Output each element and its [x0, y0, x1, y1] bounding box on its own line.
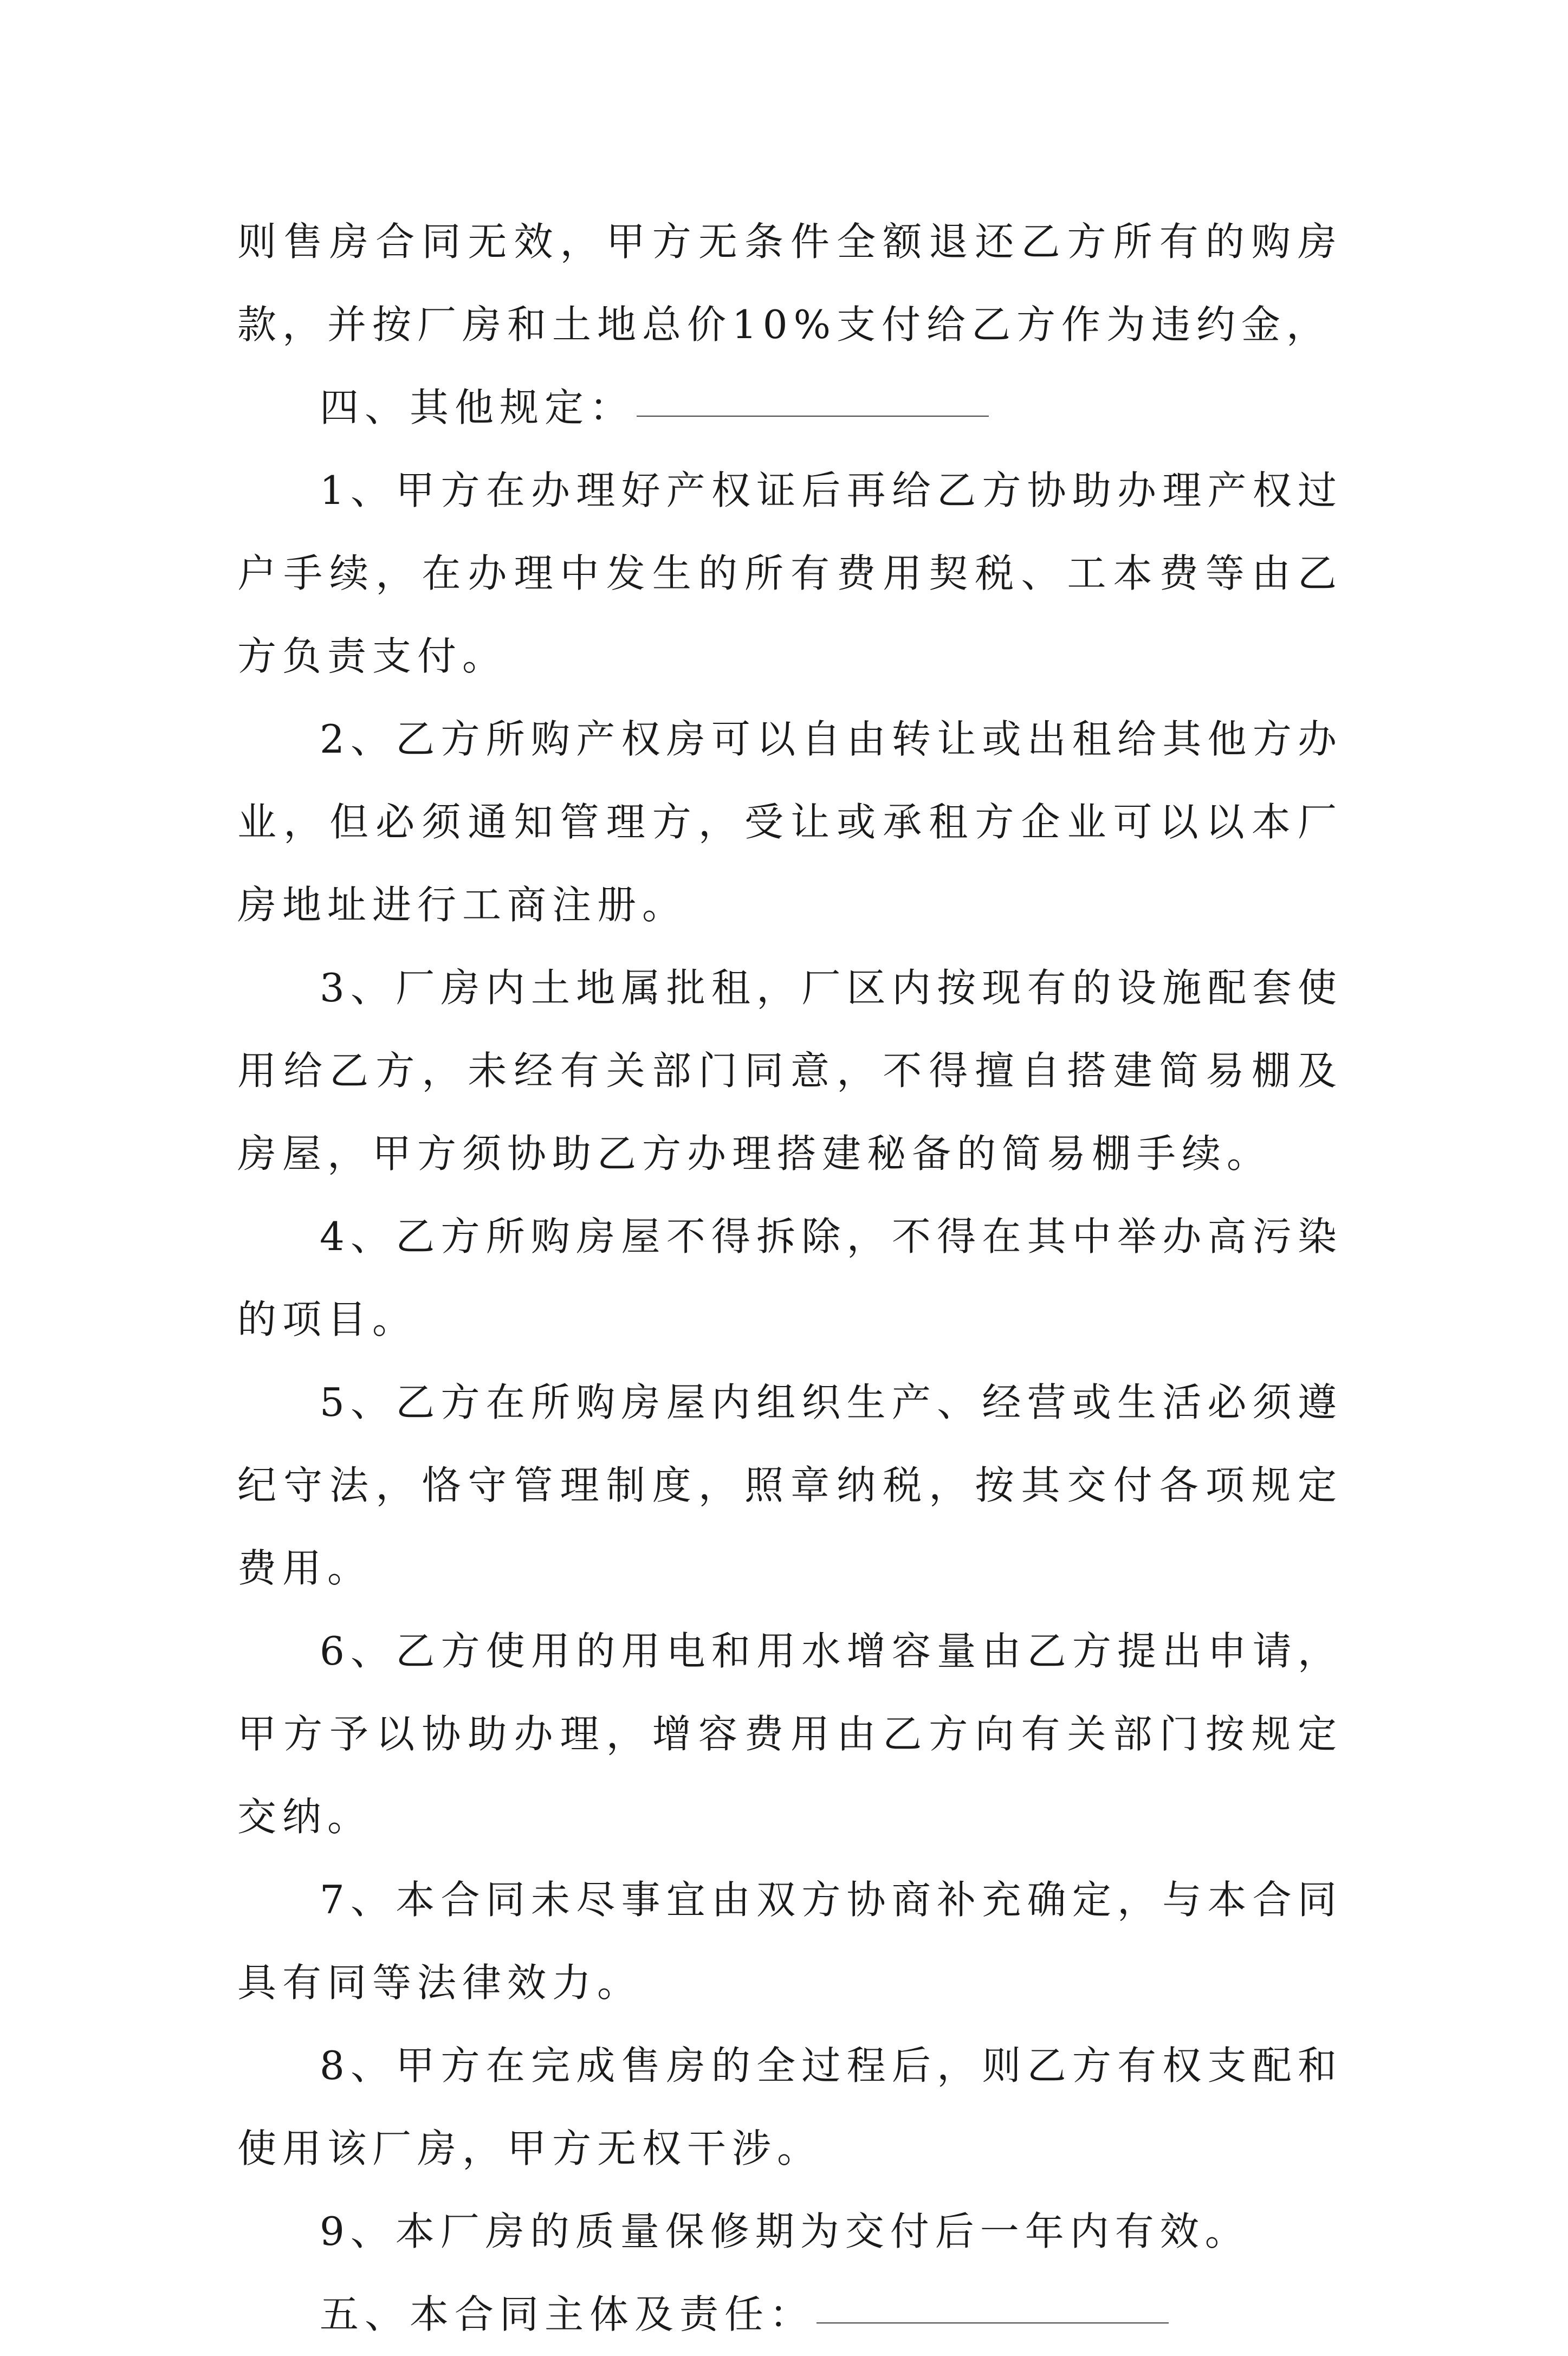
clause-2: 2、乙方所购产权房可以自由转让或出租给其他方办业，但必须通知管理方，受让或承租方企业可以以本厂房地址进行工商注册。 [237, 716, 1343, 928]
section-heading-contract-parties [237, 2273, 1343, 2356]
clause-6: 6、乙方使用的用电和用水增容量由乙方提出申请，甲方予以协助办理，增容费用由乙方向有关部门按规定交纳。 [237, 1628, 1343, 1840]
paragraph-breach-clause: 则售房合同无效，甲方无条件全额退还乙方所有的购房款，并按厂房和土地总价10%支付给乙方作为违约金， [237, 219, 1343, 347]
clause-9: 9、本厂房的质量保修期为交付后一年内有效。 [320, 2209, 1250, 2254]
fill-in-blank-line [637, 416, 989, 417]
clause-7: 7、本合同未尽事宜由双方协商补充确定，与本合同具有同等法律效力。 [237, 1877, 1343, 2005]
contract-body [237, 200, 1343, 2356]
fill-in-blank-line [817, 2322, 1169, 2323]
clause-8: 8、甲方在完成售房的全过程后，则乙方有权支配和使用该厂房，甲方无权干涉。 [237, 2043, 1343, 2171]
clause-3: 3、厂房内土地属批租，厂区内按现有的设施配套使用给乙方，未经有关部门同意，不得擅自搭建简易棚及房屋，甲方须协助乙方办理搭建秘备的简易棚手续。 [237, 965, 1343, 1176]
section-heading-other-rules [237, 366, 1343, 449]
clause-4: 4、乙方所购房屋不得拆除，不得在其中举办高污染的项目。 [237, 1214, 1343, 1342]
clause-5: 5、乙方在所购房屋内组织生产、经营或生活必须遵纪守法，恪守管理制度，照章纳税，按其交付各项规定费用。 [237, 1380, 1343, 1591]
section-heading-text: 五、本合同主体及责任： [320, 2292, 815, 2337]
section-heading-text: 四、其他规定： [320, 385, 635, 430]
clause-1: 1、甲方在办理好产权证后再给乙方协助办理产权过户手续，在办理中发生的所有费用契税、工本费等由乙方负责支付。 [237, 468, 1343, 679]
